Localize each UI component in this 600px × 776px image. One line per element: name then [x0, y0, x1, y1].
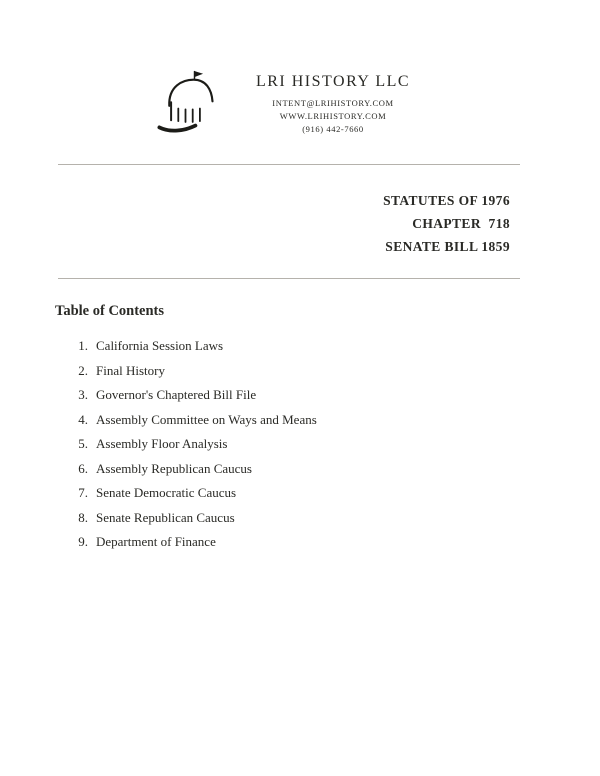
toc-item-number: 4.: [78, 411, 88, 427]
horizontal-rule-bottom: [58, 278, 520, 279]
senate-bill-line: SENATE BILL 1859: [385, 239, 510, 254]
chapter-line: CHAPTER 718: [412, 216, 510, 231]
toc-item-number: 5.: [78, 436, 88, 451]
toc-item: [70, 383, 600, 408]
toc-item-number: 1.: [78, 338, 88, 353]
toc-item: [70, 481, 600, 506]
statutes-line: STATUTES OF 1976: [383, 193, 510, 208]
toc-item-label: Governor's Chaptered Bill File: [96, 387, 257, 402]
toc-item: [70, 432, 600, 457]
horizontal-rule-top: [58, 164, 520, 165]
toc-item-number: 7.: [78, 485, 88, 500]
company-website: WWW.LRIHISTORY.COM: [279, 110, 387, 121]
toc-item: [70, 334, 600, 359]
toc-item-label: Senate Democratic Caucus: [96, 485, 237, 500]
toc-item: [70, 506, 600, 531]
company-email: INTENT@LRIHISTORY.COM: [272, 97, 394, 108]
toc-item-number: 9.: [78, 534, 88, 549]
capitol-dome-logo-icon: [154, 66, 226, 142]
toc-item-label: Assembly Committee on Ways and Means: [96, 411, 317, 427]
company-name: LRI HISTORY LLC: [255, 72, 411, 90]
toc-item-label: Assembly Republican Caucus: [96, 460, 252, 476]
toc-item: [70, 408, 600, 433]
toc-item-label: California Session Laws: [96, 338, 224, 353]
toc-item-number: 2.: [78, 362, 88, 378]
toc-title: Table of Contents: [55, 303, 165, 319]
toc-item-label: Senate Republican Caucus: [96, 509, 235, 525]
letterhead: [0, 66, 582, 142]
toc-item-label: Assembly Floor Analysis: [96, 436, 228, 451]
toc-item: [70, 359, 600, 384]
toc-item: [70, 457, 600, 482]
toc-item-label: Final History: [96, 362, 165, 378]
letterhead-text: [256, 73, 410, 136]
toc-item-label: Department of Finance: [96, 534, 216, 549]
toc-item: [70, 530, 600, 555]
company-phone: (916) 442-7660: [302, 123, 364, 134]
toc-list: [0, 334, 600, 555]
citation-block: [0, 189, 510, 258]
toc-item-number: 3.: [78, 387, 88, 402]
toc-item-number: 8.: [78, 509, 88, 525]
toc-item-number: 6.: [78, 460, 88, 476]
